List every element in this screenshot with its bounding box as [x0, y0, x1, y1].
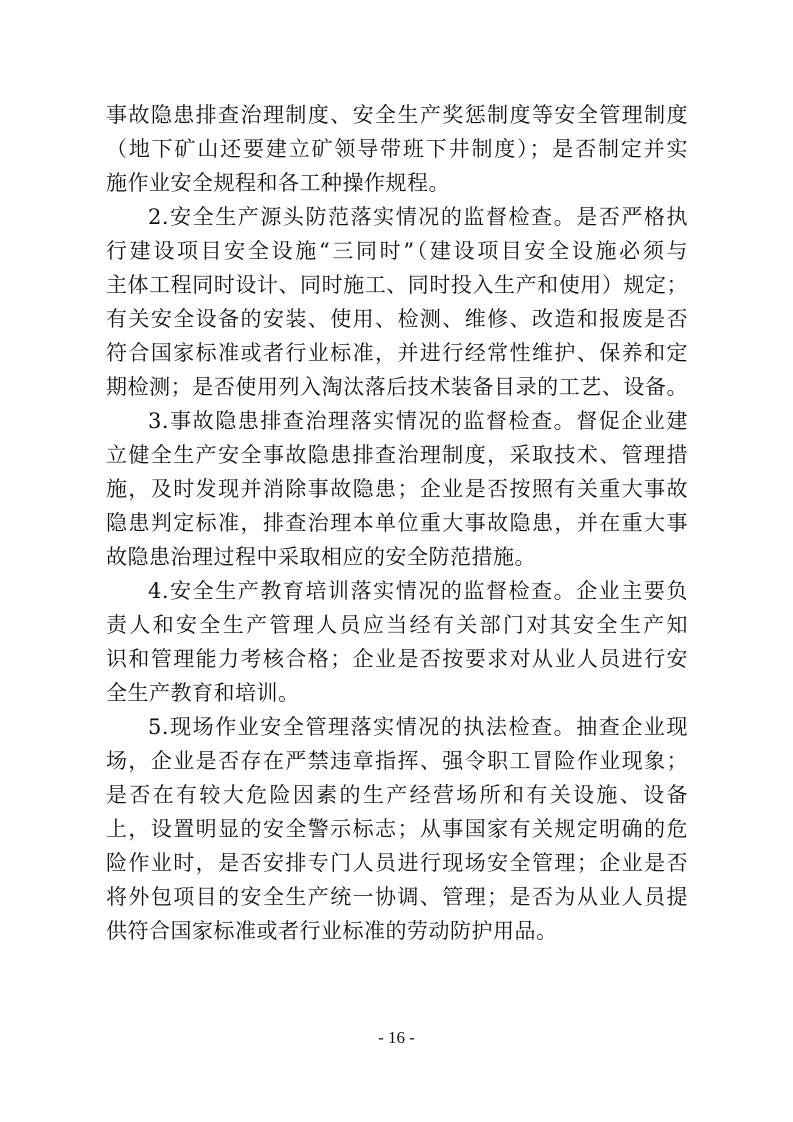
text-line: 有关安全设备的安装、使用、检测、维修、改造和报废是否	[106, 307, 688, 331]
text-line: 责人和安全生产管理人员应当经有关部门对其安全生产知	[106, 613, 688, 637]
text-line: 3.事故隐患排查治理落实情况的监督检查。督促企业建	[148, 409, 688, 433]
paragraph-item-5	[106, 710, 688, 948]
text-line: 供符合国家标准或者行业标准的劳动防护用品。	[106, 919, 558, 943]
text-line: 是否在有较大危险因素的生产经营场所和有关设施、设备	[106, 783, 688, 807]
text-line: 主体工程同时设计、同时施工、同时投入生产和使用）规定；	[106, 273, 688, 297]
text-line: 立健全生产安全事故隐患排查治理制度，采取技术、管理措	[106, 443, 688, 467]
paragraph-item-4	[106, 574, 688, 710]
text-line: 符合国家标准或者行业标准，并进行经常性维护、保养和定	[106, 341, 688, 365]
text-line: 识和管理能力考核合格；企业是否按要求对从业人员进行安	[106, 647, 688, 671]
text-line: 隐患判定标准，排查治理本单位重大事故隐患，并在重大事	[106, 511, 688, 535]
text-line: 施作业安全规程和各工种操作规程。	[106, 171, 450, 195]
text-line: 故隐患治理过程中采取相应的安全防范措施。	[106, 545, 536, 569]
text-line: 4.安全生产教育培训落实情况的监督检查。企业主要负	[148, 579, 688, 603]
text-line: 期检测；是否使用列入淘汰落后技术装备目录的工艺、设备。	[106, 375, 688, 399]
text-line: 全生产教育和培训。	[106, 681, 300, 705]
text-line: 行建设项目安全设施“三同时”（建设项目安全设施必须与	[106, 239, 688, 263]
text-line: 施，及时发现并消除事故隐患；企业是否按照有关重大事故	[106, 477, 688, 501]
paragraph-item-2	[106, 200, 688, 404]
page-number: - 16 -	[378, 1028, 415, 1047]
text-line: 上，设置明显的安全警示标志；从事国家有关规定明确的危	[106, 817, 688, 841]
text-line: 事故隐患排查治理制度、安全生产奖惩制度等安全管理制度	[106, 103, 688, 127]
text-line: 5.现场作业安全管理落实情况的执法检查。抽查企业现	[148, 715, 688, 739]
text-line: 将外包项目的安全生产统一协调、管理；是否为从业人员提	[106, 885, 688, 909]
paragraph-item-3	[106, 404, 688, 574]
paragraph-continuation	[106, 98, 688, 200]
text-line: 险作业时，是否安排专门人员进行现场安全管理；企业是否	[106, 851, 688, 875]
body-text	[106, 98, 688, 948]
text-line: 2.安全生产源头防范落实情况的监督检查。是否严格执	[148, 205, 688, 229]
text-line: （地下矿山还要建立矿领导带班下井制度）；是否制定并实	[106, 137, 688, 161]
text-line: 场，企业是否存在严禁违章指挥、强令职工冒险作业现象；	[106, 749, 688, 773]
